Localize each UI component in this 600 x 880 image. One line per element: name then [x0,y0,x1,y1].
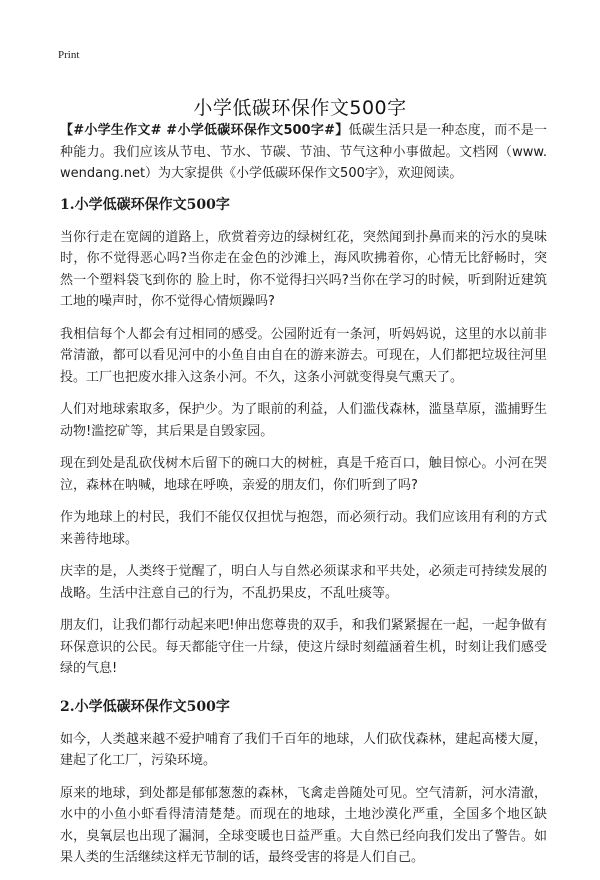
intro-paragraph [60,120,547,185]
section-heading-1: 1.小学低碳环保作文500字 [60,196,230,213]
section-1-paragraph: 当你行走在宽阔的道路上，欣赏着旁边的绿树红花，突然闻到扑鼻而来的污水的臭味时，你不觉得恶心吗?当你走在金色的沙滩上，海风吹拂着你，心情无比舒畅时，突然一个塑料袋飞到你的 脸上时，你不觉得扫兴吗?当你在学习的时候，听到附近建筑工地的噪声时，你不觉得心情烦躁吗? [60,229,547,309]
intro-tag: 【#小学生作文# #小学低碳环保作文500字#】 [60,123,349,138]
section-2-paragraph: 如今，人类越来越不爱护哺育了我们千百年的地球，人们砍伐森林，建起高楼大厦，建起了化工厂，污染环境。 [60,731,547,768]
intro-text: 低碳生活只是一种态度，而不是一种能力。我们应该从节电、节水、节碳、节油、节气这种小事做起。文档网（www.wendang.net）为大家提供《小学低碳环保作文500字》，欢迎阅读。 [60,123,547,181]
section-1-paragraph: 人们对地球索取多，保护少。为了眼前的利益，人们滥伐森林，滥垦草原，滥捕野生动物!滥挖矿等，其后果是自毁家园。 [60,402,547,439]
section-1-paragraph: 现在到处是乱砍伐树木后留下的碗口大的树桩，真是千疮百口，触目惊心。小河在哭泣，森林在呐喊，地球在呼唤，亲爱的朋友们，你们听到了吗? [60,456,547,493]
section-heading-2: 2.小学低碳环保作文500字 [60,698,230,715]
page-title: 小学低碳环保作文500字 [193,96,407,119]
section-1-paragraph: 我相信每个人都会有过相同的感受。公园附近有一条河，听妈妈说，这里的水以前非常清澈，都可以看见河中的小鱼自由自在的游来游去。可现在，人们都把垃圾往河里投。工厂也把废水排入这条小河。不久，这条小河就变得臭气熏天了。 [60,326,547,385]
section-1-paragraph: 朋友们，让我们都行动起来吧!伸出您尊贵的双手，和我们紧紧握在一起，一起争做有环保意识的公民。每天都能守住一片绿，使这片绿时刻蕴涵着生机，时刻让我们感受绿的气息! [60,618,547,676]
print-label: Print [58,49,80,61]
section-1-paragraph: 作为地球上的村民，我们不能仅仅担忧与抱怨，而必须行动。我们应该用有利的方式来善待地球。 [60,510,547,547]
article-body [60,120,547,880]
section-2-paragraph: 原来的地球，到处都是郁郁葱葱的森林，飞禽走兽随处可见。空气清新，河水清澈，水中的小鱼小虾看得清清楚楚。而现在的地球，土地沙漠化严重，全国多个地区缺水，臭氧层也出现了漏洞，全球变暖也日益严重。大自然已经向我们发出了警告。如果人类的生活继续这样无节制的话，最终受害的将是人们自己。 [60,785,547,865]
section-1-paragraph: 庆幸的是，人类终于觉醒了，明白人与自然必须谋求和平共处，必须走可持续发展的战略。生活中注意自己的行为，不乱扔果皮，不乱吐痰等。 [60,564,547,601]
